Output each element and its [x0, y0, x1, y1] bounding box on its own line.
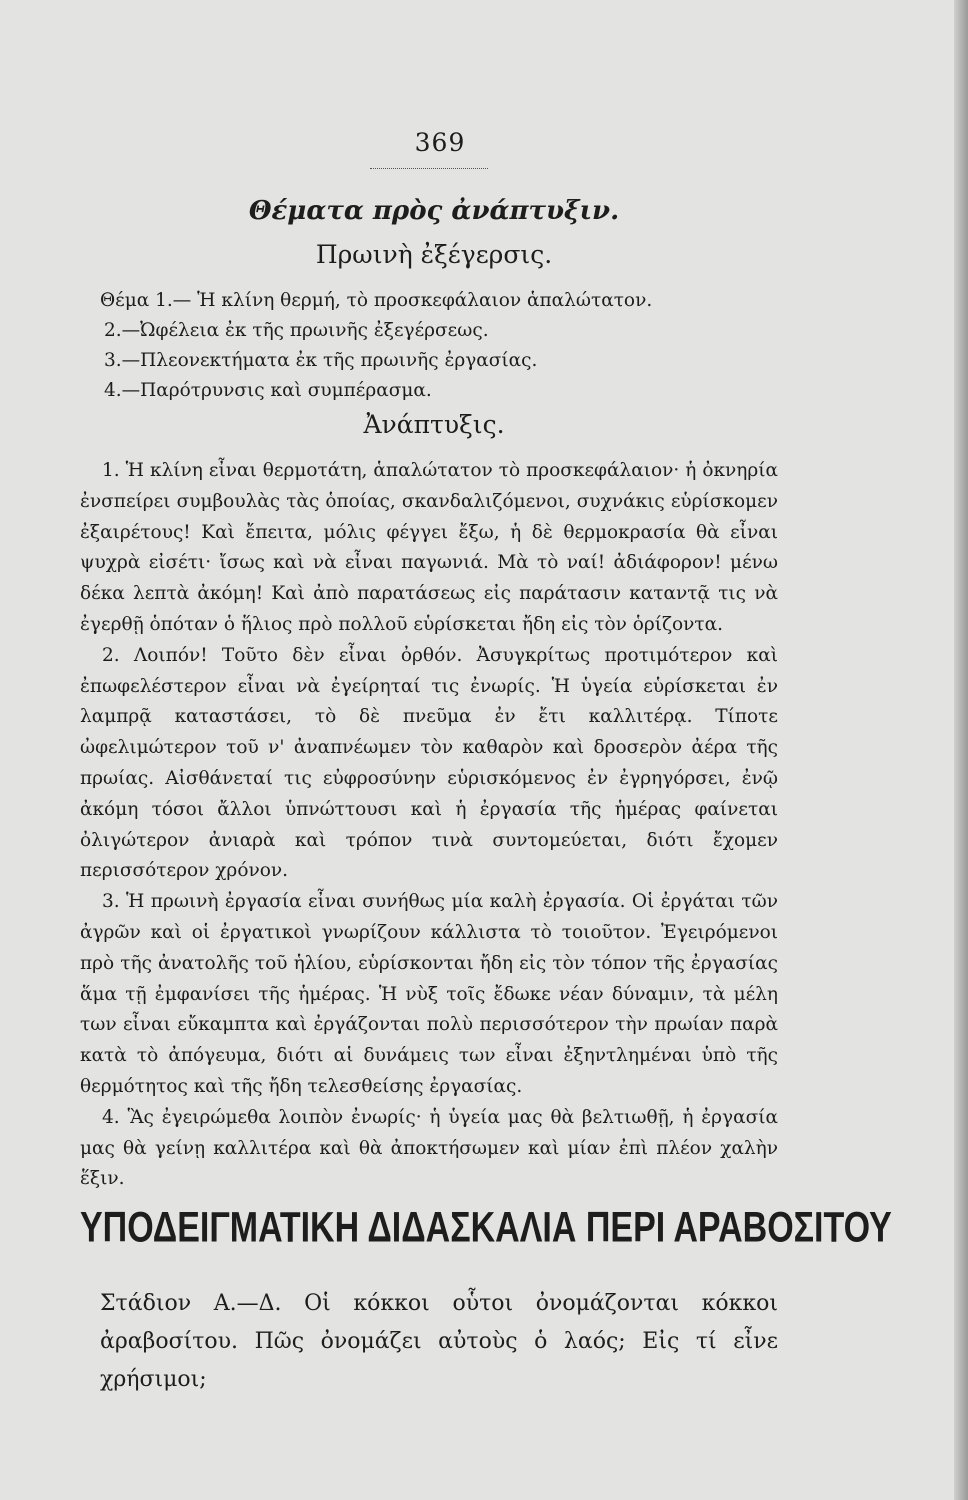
lesson-text	[100, 1285, 778, 1399]
lesson-paragraph: Στάδιον Α.—Δ. Οἱ κόκκοι οὗτοι ὀνομάζονται κόκκοι ἀραβοσίτου. Πῶς ὀνομάζει αὐτοὺς ὁ λαός; Εἰς τί εἶνε χρήσιμοι;	[100, 1291, 778, 1392]
topic-item: 4.—Παρότρυνσις καὶ συμπέρασμα.	[104, 380, 432, 401]
paragraph-2: 2. Λοιπόν! Τοῦτο δὲν εἶναι ὀρθόν. Ἀσυγκρίτως προτιμότερον καὶ ἐπωφελέστερον εἶναι νὰ ἐγείρηταί τις ἐνωρίς. Ἡ ὑγεία εὑρίσκεται ἐν λαμπρᾷ καταστάσει, τὸ δὲ πνεῦμα ἐν ἔτι καλλιτέρᾳ. Τίποτε ὠφελιμώτερον τοῦ ν' ἀναπνέωμεν τὸν καθαρὸν καὶ δροσερὸν ἀέρα τῆς πρωίας. Αἰσθάνεταί τις εὐφροσύνην εὑρισκόμενος ἐν ἐγρηγόρσει, ἐνῷ ἀκόμη τόσοι ἄλλοι ὑπνώττουσι καὶ ἡ ἐργασία τῆς ἡμέρας φαίνεται ὀλιγώτερον ἀνιαρὰ καὶ τρόπον τινὰ συντομεύεται, διότι ἔχομεν περισσότερον χρόνον.	[80, 644, 778, 882]
paragraph-1: 1. Ἡ κλίνη εἶναι θερμοτάτη, ἁπαλώτατον τὸ προσκεφάλαιον· ἡ ὀκνηρία ἐνσπείρει συμβουλὰς τὰς ὁποίας, σκανδαλιζόμενοι, συχνάκις εὑρίσκομεν ἐξαιρέτους! Καὶ ἔπειτα, μόλις φέγγει ἔξω, ἡ δὲ θερμοκρασία θὰ εἶναι ψυχρὰ εἰσέτι· ἴσως καὶ νὰ εἶναι παγωνιά. Μὰ τὸ ναί! ἀδιάφορον! μένω δέκα λεπτὰ ἀκόμη! Καὶ ἀπὸ παρατάσεως εἰς παράτασιν καταντᾷ τις νὰ ἐγερθῇ ὁπόταν ὁ ἥλιος πρὸ πολλοῦ εὑρίσκεται ἤδη εἰς τὸν ὁρίζοντα.	[80, 460, 778, 635]
development-text	[80, 456, 778, 1195]
topic-item: 2.—Ὠφέλεια ἐκ τῆς πρωινῆς ἐξεγέρσεως.	[104, 320, 489, 341]
topic-list	[100, 286, 800, 406]
section-heading: Θέματα πρὸς ἀνάπτυξιν.	[248, 196, 620, 226]
page-edge	[954, 0, 968, 1500]
page-number: 369	[414, 128, 466, 157]
paragraph-3: 3. Ἡ πρωινὴ ἐργασία εἶναι συνήθως μία καλὴ ἐργασία. Οἱ ἐργάται τῶν ἀγρῶν καὶ οἱ ἐργατικοὶ γνωρίζουν κάλλιστα τὸ τοιοῦτον. Ἐγειρόμενοι πρὸ τῆς ἀνατολῆς τοῦ ἡλίου, εὑρίσκονται ἤδη εἰς τὸν τόπον τῆς ἐργασίας ἅμα τῇ ἐμφανίσει τῆς ἡμέρας. Ἡ νὺξ τοῖς ἔδωκε νέαν δύναμιν, τὰ μέλη των εἶναι εὔκαμπτα καὶ ἐργάζονται πολὺ περισσότερον τὴν πρωίαν παρὰ κατὰ τὸ ἀπόγευμα, διότι αἱ δυνάμεις των εἶναι ἐξηντλημέναι ὑπὸ τῆς θερμότητος καὶ τῆς ἤδη τελεσθείσης ἐργασίας.	[80, 891, 778, 1097]
development-heading: Ἀνάπτυξις.	[363, 410, 505, 439]
topic-item: 3.—Πλεονεκτήματα ἐκ τῆς πρωινῆς ἐργασίας.	[104, 350, 538, 371]
subheading: Πρωινὴ ἐξέγερσις.	[315, 240, 553, 269]
lesson-title: ΥΠΟΔΕΙΓΜΑΤΙΚΗ ΔΙΔΑΣΚΑΛΙΑ ΠΕΡΙ ΑΡΑΒΟΣΙΤΟΥ	[80, 1204, 892, 1252]
page-number-rule	[370, 168, 488, 169]
topic-item: Θέμα 1.— Ἡ κλίνη θερμή, τὸ προσκεφάλαιον ἁπαλώτατον.	[100, 290, 653, 311]
paragraph-4: 4. Ἃς ἐγειρώμεθα λοιπὸν ἐνωρίς· ἡ ὑγεία μας θὰ βελτιωθῇ, ἡ ἐργασία μας θὰ γείνῃ καλλιτέρα καὶ θὰ ἀποκτήσωμεν καὶ μίαν ἐπὶ πλέον χαλὴν ἕξιν.	[80, 1106, 778, 1190]
